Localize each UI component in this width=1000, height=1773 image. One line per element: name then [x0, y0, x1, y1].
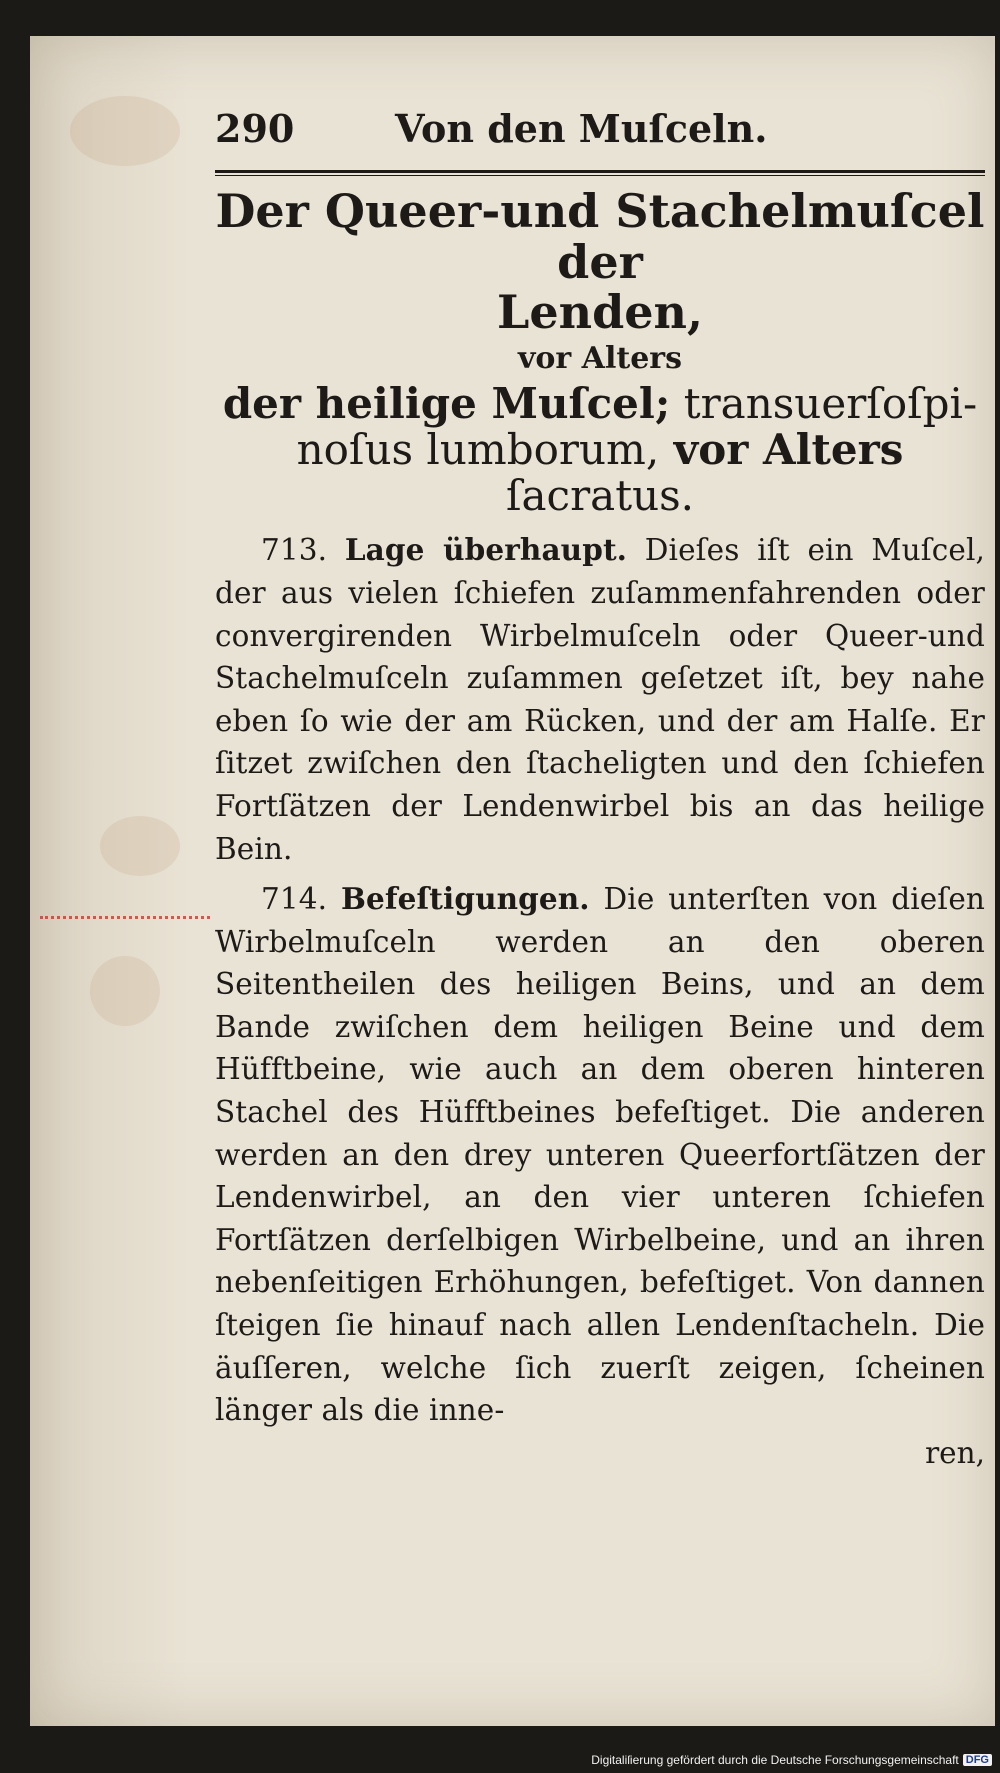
bleed-through-dots	[40, 916, 210, 919]
paragraph-heading: Lage überhaupt.	[344, 532, 628, 568]
paragraph-text: Die unterſten von dieſen Wirbelmuſceln werden an den oberen Seitentheilen des heiligen Beins, und an dem Bande zwiſchen dem heiligen Beine und dem Hüfftbeine, wie auch an dem oberen hinteren Stachel des Hüfftbeines befeſtiget. Die anderen werden an den drey unteren Queerfortſätzen der Lendenwirbel, an den vier unteren ſchiefen Fortſätzen derſelbigen Wirbelbeine, und an ihren nebenſeitigen Erhöhungen, befeſtiget. Von dannen ſteigen ſie hinauf nach allen Lendenſtacheln. Die äuſſeren, welche ſich zuerſt zeigen, ſcheinen länger als die inne-	[215, 882, 985, 1428]
title-fraktur: der heilige Muſcel;	[222, 378, 671, 428]
title-line	[215, 424, 985, 474]
book-page	[30, 36, 995, 1726]
title-line: Lenden,	[497, 285, 703, 340]
page-number: 290	[215, 106, 295, 151]
title-line	[215, 378, 985, 428]
paper-stain	[100, 816, 180, 876]
paragraph-heading: Befeſtigungen.	[340, 881, 590, 917]
paper-stain	[90, 956, 160, 1026]
dfg-logo: DFG	[963, 1754, 992, 1766]
paragraph-number: 713.	[261, 533, 328, 568]
title-line: vor Alters	[517, 340, 682, 376]
paragraph-number: 714.	[261, 882, 328, 917]
running-title: Von den Muſceln.	[395, 106, 768, 151]
paragraph-713	[215, 529, 985, 870]
title-line: ſacratus.	[505, 471, 695, 521]
digitization-credit	[591, 1753, 992, 1767]
header-rule	[215, 170, 985, 176]
title-fraktur: vor Alters	[659, 424, 904, 474]
title-latin: transuerſoſpi-	[670, 378, 978, 428]
paragraph-text: Dieſes iſt ein Muſcel, der aus vielen ſchiefen zuſammenfahrenden oder convergirenden Wirbelmuſceln oder Queer-und Stachelmuſceln zuſammen geſetzet iſt, bey nahe eben ſo wie der am Rücken, und der am Halſe. Er ſitzet zwiſchen den ſtacheligten und den ſchiefen Fortſätzen der Lendenwirbel bis an das heilige Bein.	[215, 533, 985, 866]
catchword: ren,	[925, 1435, 985, 1470]
title-line: Der Queer-und Stachelmuſcel der	[215, 184, 985, 289]
title-latin: noſus lumborum,	[296, 424, 660, 474]
running-head	[215, 106, 985, 164]
text-block	[215, 106, 985, 1474]
credit-text: Digitaliſierung gefördert durch die Deutsche Forschungsgemeinschaft	[591, 1753, 959, 1767]
chapter-title	[215, 186, 985, 519]
paragraph-714	[215, 878, 985, 1432]
paper-stain	[70, 96, 180, 166]
